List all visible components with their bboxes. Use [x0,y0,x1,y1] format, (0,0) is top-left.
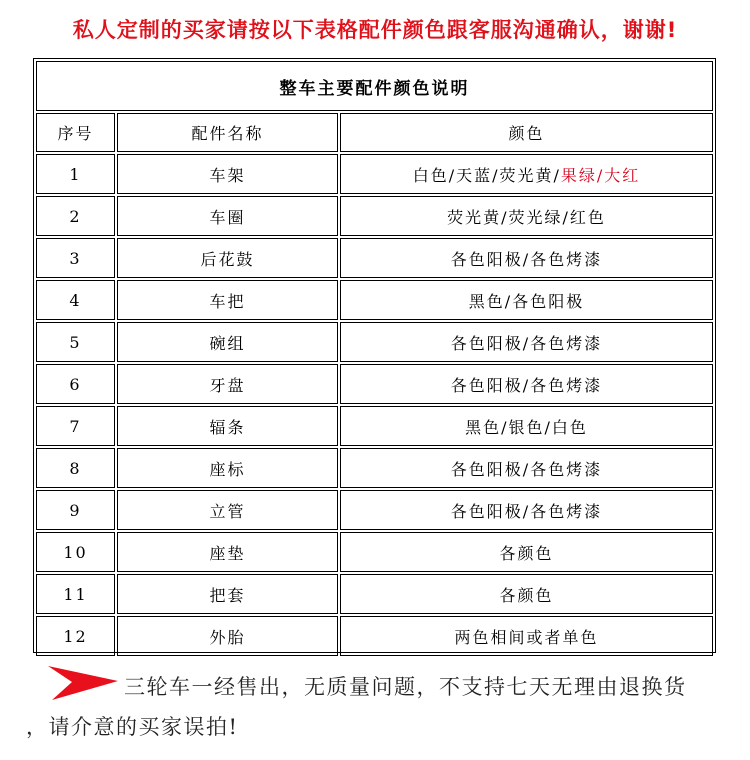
row-number: 3 [36,238,115,278]
row-number: 2 [36,196,115,236]
row-number: 1 [36,154,115,194]
table-row [36,238,713,278]
row-color-text: 黑色/各色阳极 [468,291,585,311]
table-row [36,448,713,488]
table-row [36,406,713,446]
row-color [340,406,713,446]
row-color [340,364,713,404]
table-row [36,574,713,614]
red-arrow-icon [48,660,118,704]
table-row [36,280,713,320]
row-part-name: 座垫 [117,532,338,572]
row-color-text: 各色阳极/各色烤漆 [450,459,603,479]
row-number: 12 [36,616,115,656]
row-color [340,490,713,530]
table-title: 整车主要配件颜色说明 [36,61,713,111]
row-color-text: 两色相间或者单色 [454,627,599,647]
row-part-name: 立管 [117,490,338,530]
footer-notice-line1: 三轮车一经售出，无质量问题，不支持七天无理由退换货 [124,675,687,699]
row-part-name: 车架 [117,154,338,194]
row-color-text: 各色阳极/各色烤漆 [450,249,603,269]
row-color [340,196,713,236]
row-color [340,238,713,278]
headline-notice: 私人定制的买家请按以下表格配件颜色跟客服沟通确认，谢谢! [72,18,678,42]
row-number: 9 [36,490,115,530]
row-color-text: 各颜色 [499,543,554,563]
row-color-text: 白色/天蓝/荧光黄/ [412,165,561,185]
row-number: 4 [36,280,115,320]
table-row [36,196,713,236]
header-color: 颜色 [340,113,713,152]
row-part-name: 后花鼓 [117,238,338,278]
row-color-text: 荧光黄/荧光绿/红色 [447,207,606,227]
row-color-text: 各色阳极/各色烤漆 [450,375,603,395]
row-color [340,154,713,194]
parts-color-table [33,58,716,653]
header-number: 序号 [36,113,115,152]
row-part-name: 碗组 [117,322,338,362]
row-color [340,322,713,362]
row-color-text: 各色阳极/各色烤漆 [450,333,603,353]
row-color-text: 各色阳极/各色烤漆 [450,501,603,521]
row-part-name: 把套 [117,574,338,614]
table-row [36,532,713,572]
row-part-name: 车把 [117,280,338,320]
table-row [36,616,713,656]
row-number: 10 [36,532,115,572]
row-color [340,574,713,614]
table-row [36,490,713,530]
table-row [36,322,713,362]
row-part-name: 外胎 [117,616,338,656]
row-color [340,280,713,320]
row-part-name: 车圈 [117,196,338,236]
row-color [340,616,713,656]
row-color-text: 黑色/银色/白色 [465,417,588,437]
row-part-name: 座标 [117,448,338,488]
row-number: 11 [36,574,115,614]
row-number: 7 [36,406,115,446]
row-part-name: 牙盘 [117,364,338,404]
header-part-name: 配件名称 [117,113,338,152]
table-row [36,154,713,194]
row-part-name: 辐条 [117,406,338,446]
row-color-highlight: 果绿/大红 [560,165,641,185]
row-number: 6 [36,364,115,404]
row-color [340,532,713,572]
row-number: 8 [36,448,115,488]
row-color [340,448,713,488]
table-row [36,364,713,404]
footer-notice-line2: ，请介意的买家误拍! [26,715,239,739]
row-color-text: 各颜色 [499,585,554,605]
row-number: 5 [36,322,115,362]
